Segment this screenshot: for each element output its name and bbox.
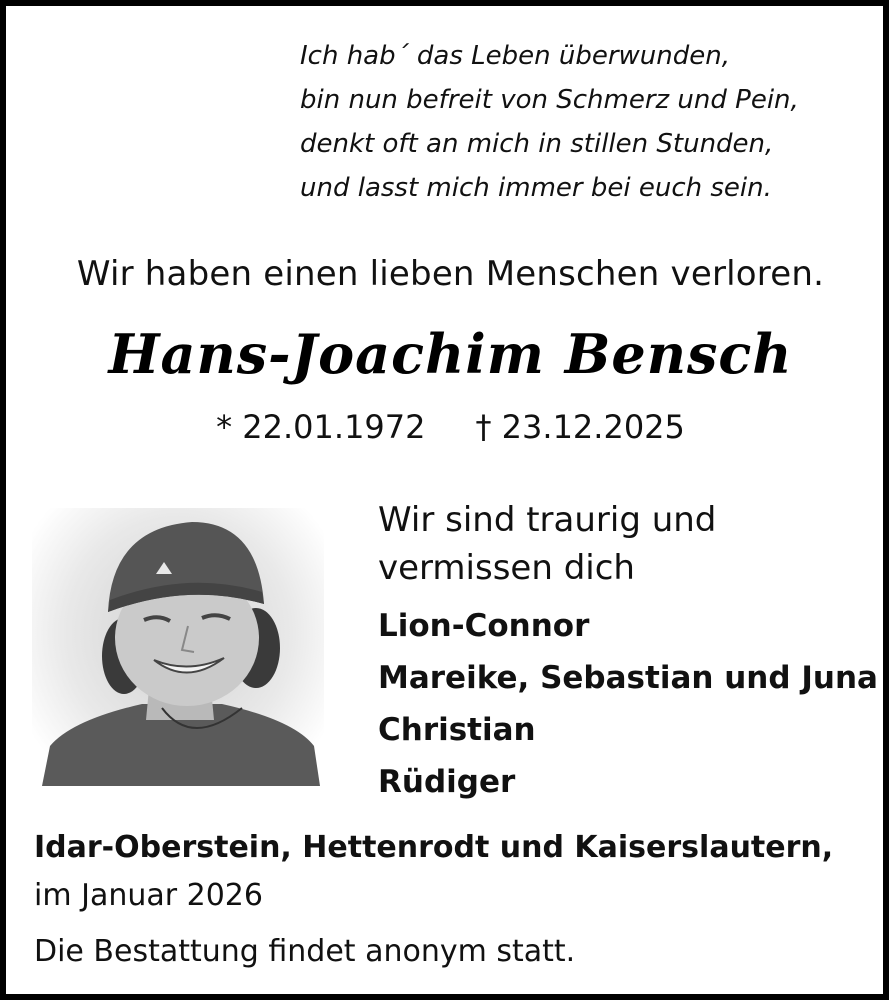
mourner-name: Rüdiger	[378, 764, 516, 800]
mourners-list	[378, 600, 878, 808]
poem-line: Ich hab´ das Leben überwunden,	[300, 41, 730, 71]
poem-line: denkt oft an mich in stillen Stunden,	[300, 129, 774, 159]
mourner-name: Mareike, Sebastian und Juna	[378, 660, 878, 696]
deceased-name: Hans-Joachim Bensch	[108, 322, 793, 386]
death-date: † 23.12.2025	[475, 408, 685, 446]
mourning-text	[378, 496, 716, 592]
place-line: Idar-Oberstein, Hettenrodt und Kaiserslautern,	[34, 830, 834, 865]
mourner-name: Christian	[378, 712, 536, 748]
portrait-image	[32, 508, 324, 786]
life-dates	[6, 408, 889, 446]
birth-date: * 22.01.1972	[216, 408, 426, 446]
intro-text: Wir haben einen lieben Menschen verloren.	[76, 254, 825, 294]
poem-line: bin nun befreit von Schmerz und Pein,	[300, 85, 799, 115]
date-line: im Januar 2026	[34, 878, 263, 913]
poem-line: und lasst mich immer bei euch sein.	[300, 173, 772, 203]
mourner-name: Lion-Connor	[378, 608, 590, 644]
mourning-line: vermissen dich	[378, 548, 635, 588]
poem	[300, 34, 799, 210]
portrait-photo	[32, 508, 324, 786]
mourning-line: Wir sind traurig und	[378, 500, 717, 540]
burial-note: Die Bestattung findet anonym statt.	[34, 934, 576, 969]
